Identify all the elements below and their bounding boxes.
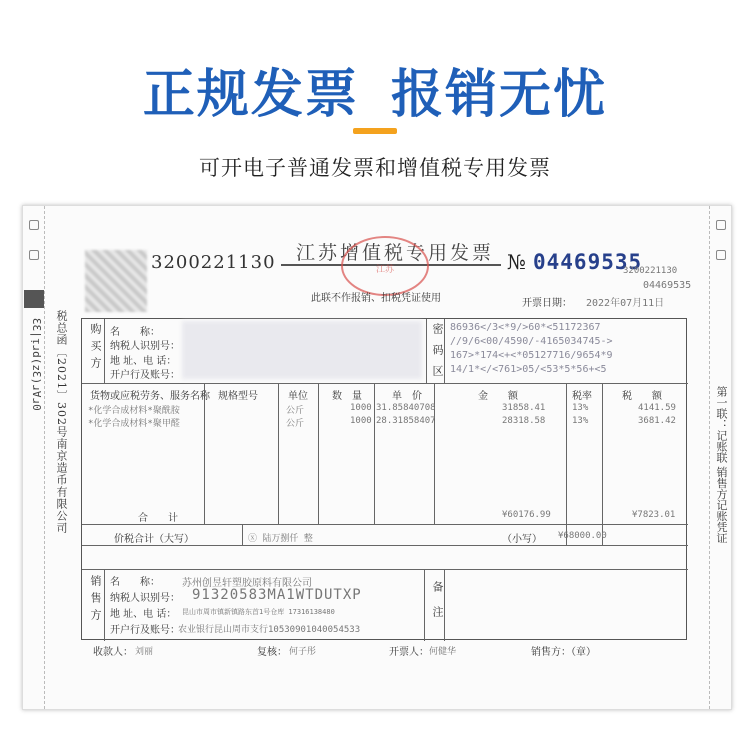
item-name: *化学合成材料*聚酰胺 — [88, 406, 180, 416]
invoice-subtitle: 此联不作报销、扣税凭证使用 — [311, 293, 441, 304]
password-line: //9/6<00/4590/-4165034745-> — [450, 336, 613, 347]
grid-line — [278, 383, 279, 524]
grid-line — [318, 383, 319, 524]
seller-tax-label: 纳税人识别号： — [110, 593, 180, 604]
headline-left: 正规发票 — [142, 65, 359, 125]
punch-hole — [29, 250, 39, 260]
reviewer-value: 何子彤 — [289, 647, 317, 657]
grand-small-label: （小写） — [502, 534, 542, 545]
grid-line — [82, 569, 688, 570]
payee-value: 刘丽 — [135, 647, 154, 657]
qr-code — [85, 250, 147, 312]
grid-line — [82, 524, 688, 525]
item-amount: 31858.41 — [502, 403, 546, 413]
grid-line — [424, 569, 425, 641]
punch-hole — [716, 220, 726, 230]
date-label: 开票日期： — [522, 298, 572, 309]
buyer-section-label: 购买方 — [89, 323, 102, 374]
buyer-info-redacted — [182, 321, 422, 379]
grid-line — [104, 319, 105, 383]
seal-text: 江苏 — [375, 265, 394, 275]
copy-note: 第一联：记账联 销售方记账凭证 — [715, 386, 728, 544]
qty-header: 数 量 — [332, 391, 362, 402]
issuer-label: 开票人： — [389, 647, 429, 658]
grid-line — [602, 383, 603, 545]
amount-header: 金 额 — [478, 391, 518, 402]
invoice-grid — [81, 318, 687, 640]
password-line: 86936</3<*9/>60*<51172367 — [450, 322, 601, 333]
rate-header: 税率 — [572, 391, 592, 402]
right-tractor-strip — [709, 206, 731, 709]
grid-line — [426, 319, 427, 383]
grand-small-value: ¥68000.00 — [558, 531, 607, 541]
headline-right: 报销无忧 — [391, 65, 608, 125]
grand-total-label: 价税合计（大写） — [114, 534, 194, 545]
total-label: 合 计 — [138, 513, 178, 524]
buyer-tax-label: 纳税人识别号： — [110, 341, 180, 352]
grid-line — [82, 545, 688, 546]
date-value: 2022年07月11日 — [586, 298, 665, 309]
seller-section-label: 销售方 — [89, 575, 102, 626]
item-price: 28.31858407 — [376, 416, 436, 426]
password-section-label: 密码区 — [431, 323, 444, 386]
invoice-code: 3200221130 — [151, 252, 276, 273]
item-unit: 公斤 — [286, 406, 305, 416]
tractor-tab — [24, 290, 44, 308]
item-unit: 公斤 — [286, 419, 305, 429]
invoice-number-right: 04469535 — [643, 280, 692, 291]
accent-bar — [353, 128, 397, 134]
seller-addr-label: 地 址、电 话： — [110, 609, 177, 620]
number-mark: № — [507, 250, 526, 274]
total-amount: ¥60176.99 — [502, 510, 551, 520]
punch-hole — [716, 250, 726, 260]
invoice-title: 江苏增值税专用发票 — [296, 242, 495, 264]
grand-total-words: ⓧ 陆万捌仟 整 — [248, 534, 313, 544]
headline — [0, 52, 750, 127]
invoice-code-right: 3200221130 — [623, 266, 678, 276]
seller-bank-label: 开户行及账号： — [110, 625, 180, 636]
left-tractor-strip — [23, 206, 45, 709]
goods-header: 货物或应税劳务、服务名称 — [90, 391, 210, 402]
password-line: 14/1*</<761>05/<53*5*56+<5 — [450, 364, 607, 375]
seller-tax-id: 91320583MA1WTDUTXP — [192, 587, 362, 603]
subheadline: 可开电子普通发票和增值税专用发票 — [199, 156, 551, 180]
seller-name-label: 名 称： — [110, 577, 160, 588]
item-qty: 1000 — [350, 416, 372, 426]
payee-label: 收款人： — [93, 647, 133, 658]
spec-header: 规格型号 — [218, 391, 258, 402]
seller-bank: 农业银行昆山周市支行10530901040054533 — [178, 625, 361, 635]
grid-line — [104, 569, 105, 641]
buyer-addr-label: 地 址、电 话： — [110, 356, 177, 367]
seller-name: 苏州创昱轩塑胶原料有限公司 — [182, 578, 312, 589]
item-tax: 4141.59 — [638, 403, 676, 413]
issuer-value: 何健华 — [429, 647, 457, 657]
printer-note: 税总函〔2021〕302号南京造币有限公司 — [55, 310, 68, 534]
item-tax: 3681.42 — [638, 416, 676, 426]
item-price: 31.85840708 — [376, 403, 436, 413]
grid-line — [374, 383, 375, 524]
unit-header: 单位 — [288, 391, 308, 402]
reviewer-label: 复核： — [257, 647, 287, 658]
invoice-paper — [22, 205, 732, 710]
tax-header: 税 额 — [622, 391, 662, 402]
side-left-code: ƐƐ|ᴉɹd(zƐ)ɹ∀ɹ0 — [30, 318, 43, 411]
punch-hole — [29, 220, 39, 230]
seller-address: 昆山市周市镇新镇路东首1号仓库 17316138480 — [182, 608, 335, 616]
buyer-name-label: 名 称： — [110, 327, 160, 338]
grid-line — [242, 524, 243, 545]
item-rate: 13% — [572, 416, 589, 426]
item-rate: 13% — [572, 403, 589, 413]
buyer-bank-label: 开户行及账号： — [110, 370, 180, 381]
item-amount: 28318.58 — [502, 416, 546, 426]
item-qty: 1000 — [350, 403, 372, 413]
item-name: *化学合成材料*聚甲醛 — [88, 419, 180, 429]
password-line: 167>*174<+<*05127716/9654*9 — [450, 350, 613, 361]
seller-stamp-label: 销售方：（章） — [531, 647, 596, 658]
total-tax: ¥7823.01 — [632, 510, 676, 520]
grid-line — [566, 383, 567, 545]
grid-line — [82, 383, 688, 384]
tax-seal — [341, 236, 429, 296]
invoice-number: 04469535 — [533, 250, 643, 274]
remark-section-label: 备注 — [431, 581, 444, 631]
grid-line — [204, 383, 205, 524]
price-header: 单 价 — [392, 391, 422, 402]
